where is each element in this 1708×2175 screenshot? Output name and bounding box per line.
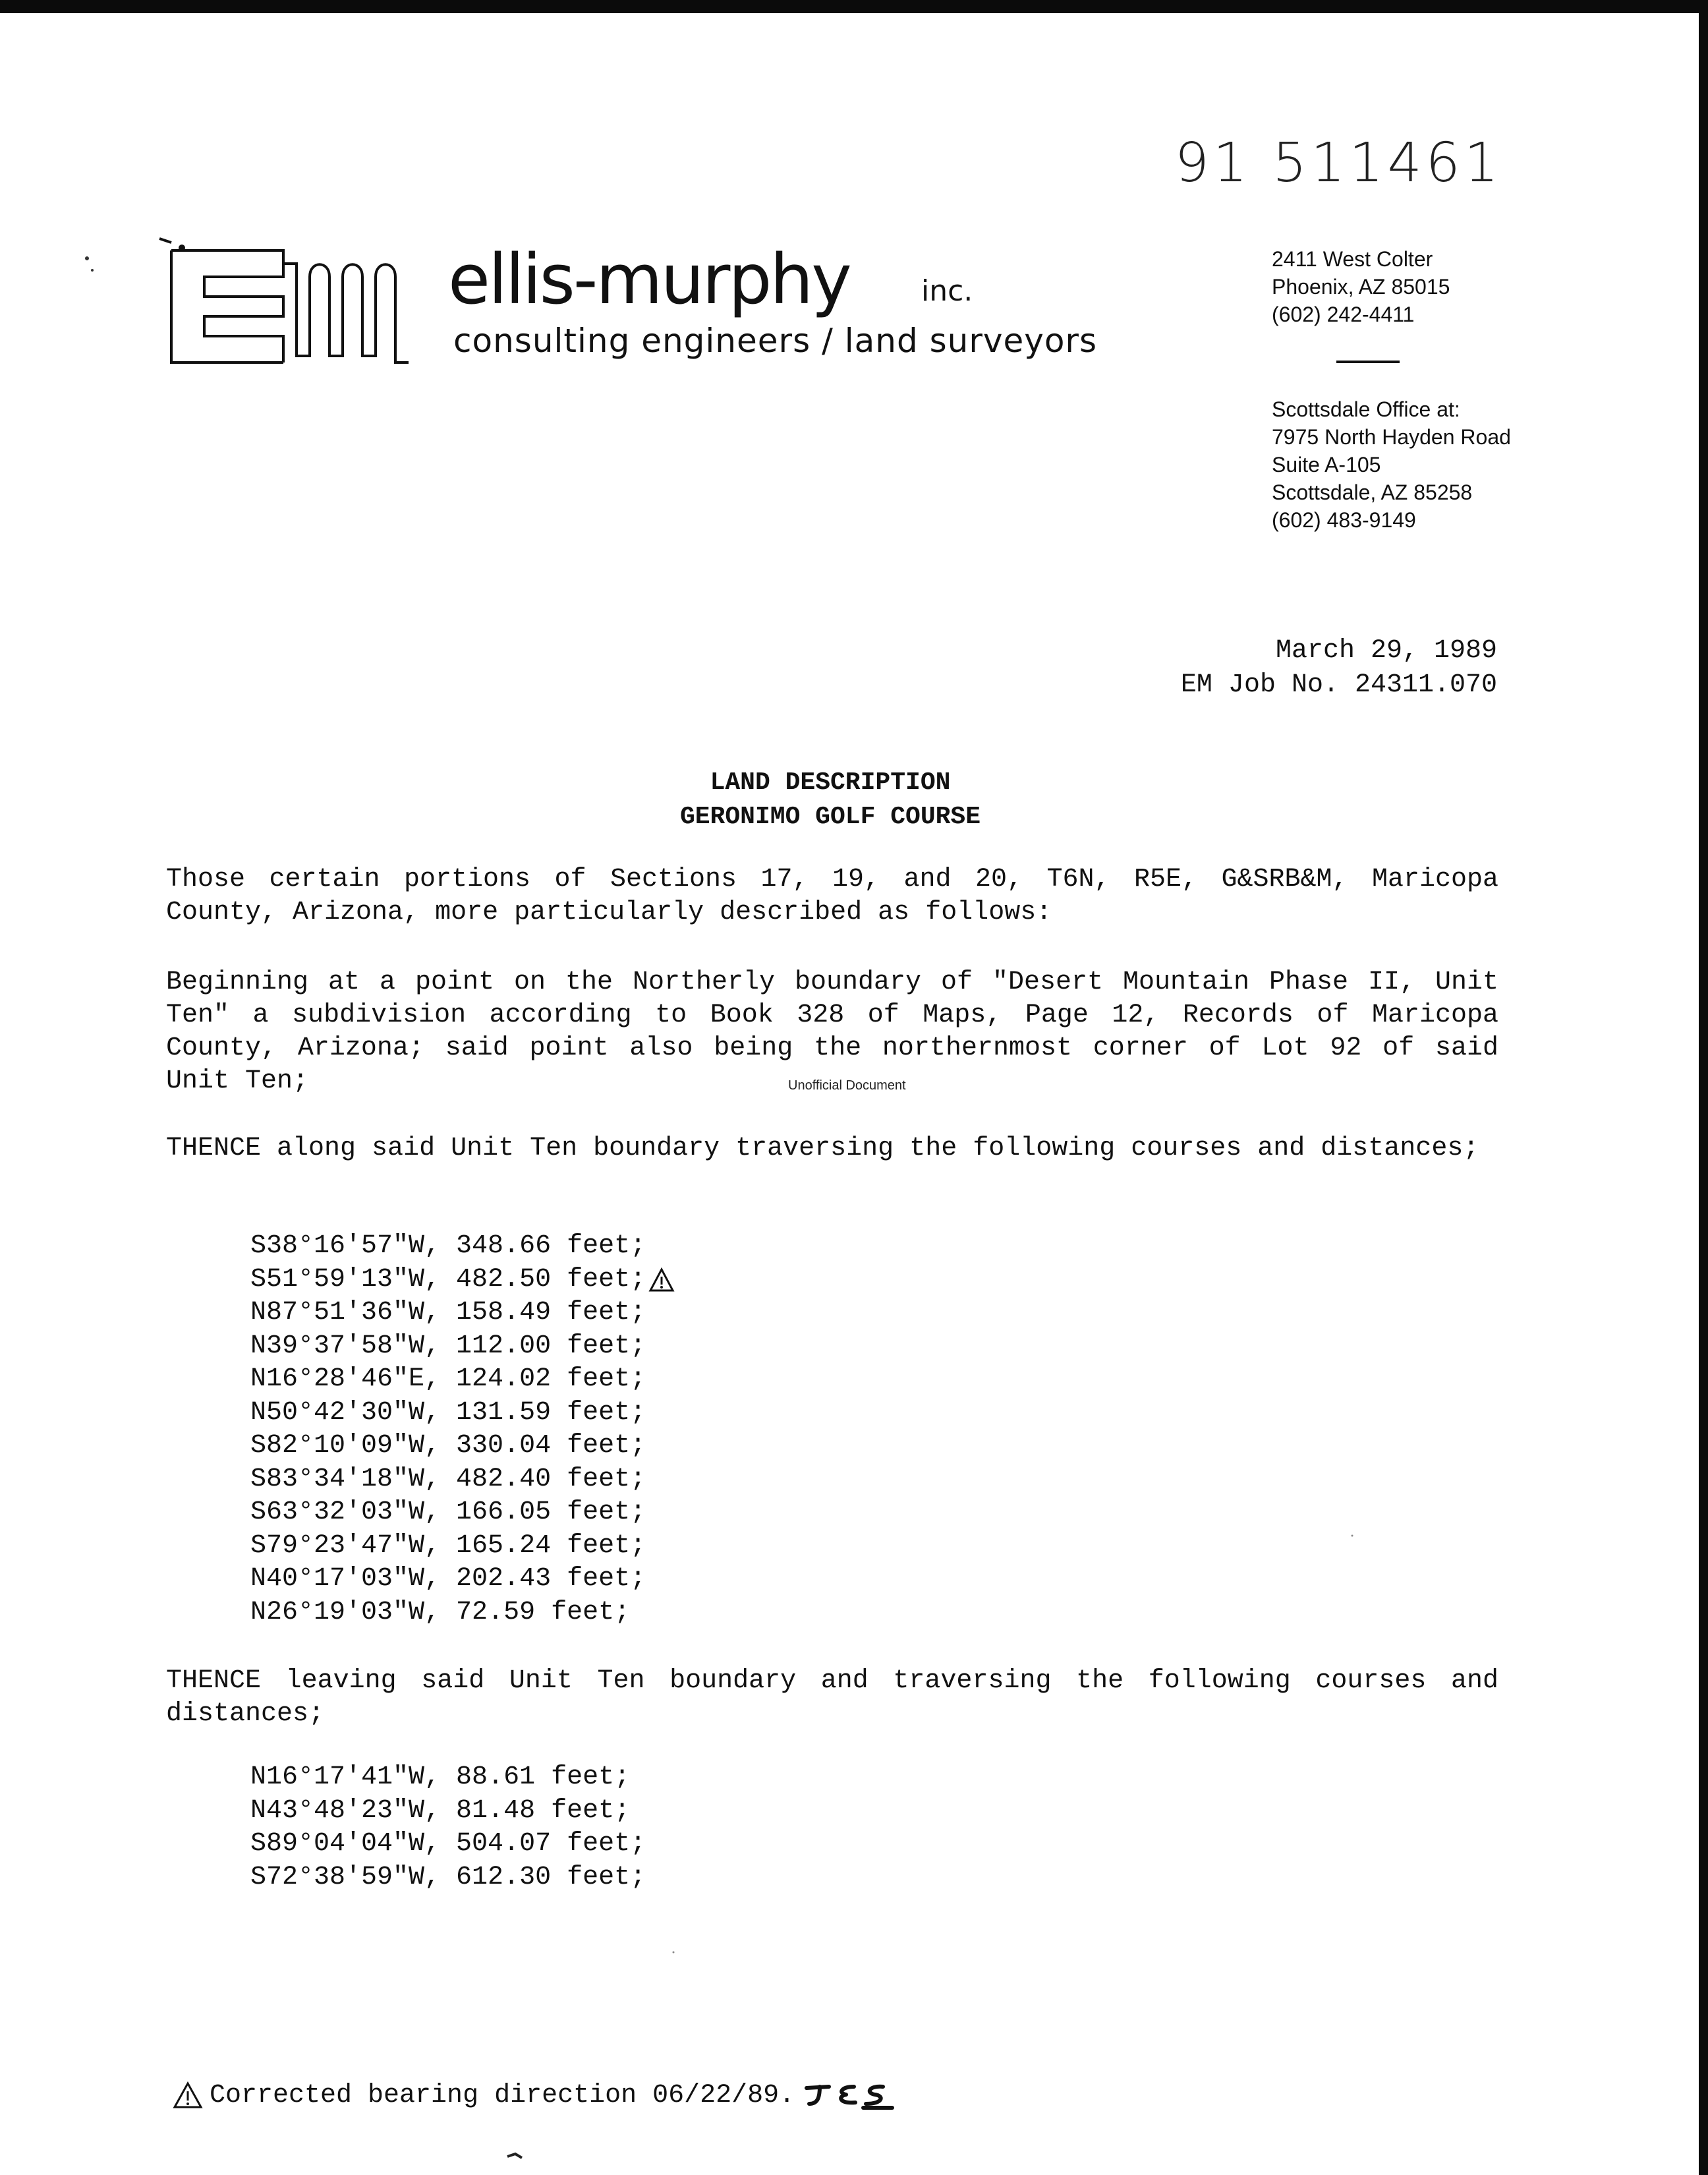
triangle-warning-icon	[173, 2081, 203, 2109]
course-text: N16°17'41"W, 88.61 feet;	[250, 1762, 631, 1792]
document-number: 91 511461	[1174, 132, 1502, 194]
course-text: S79°23'47"W, 165.24 feet;	[250, 1530, 646, 1561]
em-monogram-logo	[152, 224, 428, 369]
company-tagline: consulting engineers / land surveyors	[453, 322, 1098, 360]
address-line: 2411 West Colter	[1272, 247, 1433, 271]
address-line: Phoenix, AZ 85015	[1272, 275, 1450, 299]
course-row	[250, 1263, 675, 1297]
course-row	[250, 1296, 675, 1330]
company-suffix: inc.	[921, 274, 973, 308]
document-heading	[0, 766, 1661, 834]
course-text: N39°37'58"W, 112.00 feet;	[250, 1331, 646, 1361]
course-row	[250, 1430, 675, 1463]
course-row	[250, 1230, 675, 1263]
course-row	[250, 1596, 675, 1630]
address-line: Scottsdale, AZ 85258	[1272, 480, 1473, 504]
course-text: S83°34'18"W, 482.40 feet;	[250, 1464, 646, 1494]
thence-along-paragraph: THENCE along said Unit Ten boundary traversing the following courses and distances;	[166, 1134, 1479, 1163]
watermark: Unofficial Document	[788, 1078, 906, 1093]
leaving-courses-list	[250, 1761, 646, 1894]
course-text: N50°42'30"W, 131.59 feet;	[250, 1397, 646, 1428]
office-heading: Scottsdale Office at:	[1272, 397, 1460, 421]
course-text: S38°16'57"W, 348.66 feet;	[250, 1231, 646, 1261]
course-row	[250, 1828, 646, 1861]
company-name: ellis-murphy	[448, 239, 850, 320]
job-number: EM Job No. 24311.070	[1180, 670, 1497, 700]
course-text: S89°04'04"W, 504.07 feet;	[250, 1829, 646, 1859]
unit-ten-courses-list	[250, 1230, 675, 1629]
document-subtitle: GERONIMO GOLF COURSE	[679, 803, 981, 831]
course-row	[250, 1563, 675, 1596]
address-phone: (602) 242-4411	[1272, 303, 1415, 326]
course-text: S82°10'09"W, 330.04 feet;	[250, 1431, 646, 1461]
course-text: N16°28'46"E, 124.02 feet;	[250, 1364, 646, 1394]
course-text: N26°19'03"W, 72.59 feet;	[250, 1597, 631, 1627]
footnote-text: Corrected bearing direction 06/22/89.	[210, 2080, 795, 2110]
course-row	[250, 1530, 675, 1563]
course-text: N43°48'23"W, 81.48 feet;	[250, 1795, 631, 1826]
address-line: 7975 North Hayden Road	[1272, 425, 1511, 449]
course-row	[250, 1463, 675, 1497]
letter-date: March 29, 1989	[1275, 636, 1497, 666]
course-row	[250, 1861, 646, 1895]
beginning-paragraph: Beginning at a point on the Northerly boundary of "Desert Mountain Phase II, Unit Ten" a subdivision according to Book 328 of Maps, Page 12, Records of Maricopa County, Arizona; said point also being the northernmost corner of Lot 92 of said Unit Ten;	[166, 968, 1498, 1096]
course-row	[250, 1397, 675, 1430]
address-divider	[1336, 361, 1400, 363]
main-office-address	[1272, 245, 1450, 328]
thence-leaving-paragraph: THENCE leaving said Unit Ten boundary and traversing the following courses and distances;	[166, 1666, 1498, 1729]
scan-right-border	[1699, 0, 1708, 2175]
footnote	[173, 2079, 899, 2112]
triangle-warning-icon	[648, 1267, 675, 1292]
course-row	[250, 1795, 646, 1828]
course-row	[250, 1330, 675, 1364]
document-title: LAND DESCRIPTION	[710, 768, 951, 797]
course-text: N40°17'03"W, 202.43 feet;	[250, 1564, 646, 1594]
course-text: N87°51'36"W, 158.49 feet;	[250, 1298, 646, 1327]
course-row	[250, 1761, 646, 1795]
address-line: Suite A-105	[1272, 453, 1381, 477]
course-text: S72°38'59"W, 612.30 feet;	[250, 1862, 646, 1892]
course-text: S63°32'03"W, 166.05 feet;	[250, 1497, 646, 1527]
course-text: S51°59'13"W, 482.50 feet;	[250, 1264, 646, 1294]
intro-paragraph: Those certain portions of Sections 17, 19, and 20, T6N, R5E, G&SRB&M, Maricopa County, Arizona, more particularly described as follows:	[166, 865, 1498, 927]
date-block	[1181, 634, 1497, 703]
course-row	[250, 1363, 675, 1397]
address-phone: (602) 483-9149	[1272, 508, 1416, 532]
handwritten-initials	[800, 2079, 899, 2112]
scottsdale-office-address	[1272, 395, 1511, 534]
scan-top-border	[0, 0, 1708, 13]
course-row	[250, 1496, 675, 1530]
